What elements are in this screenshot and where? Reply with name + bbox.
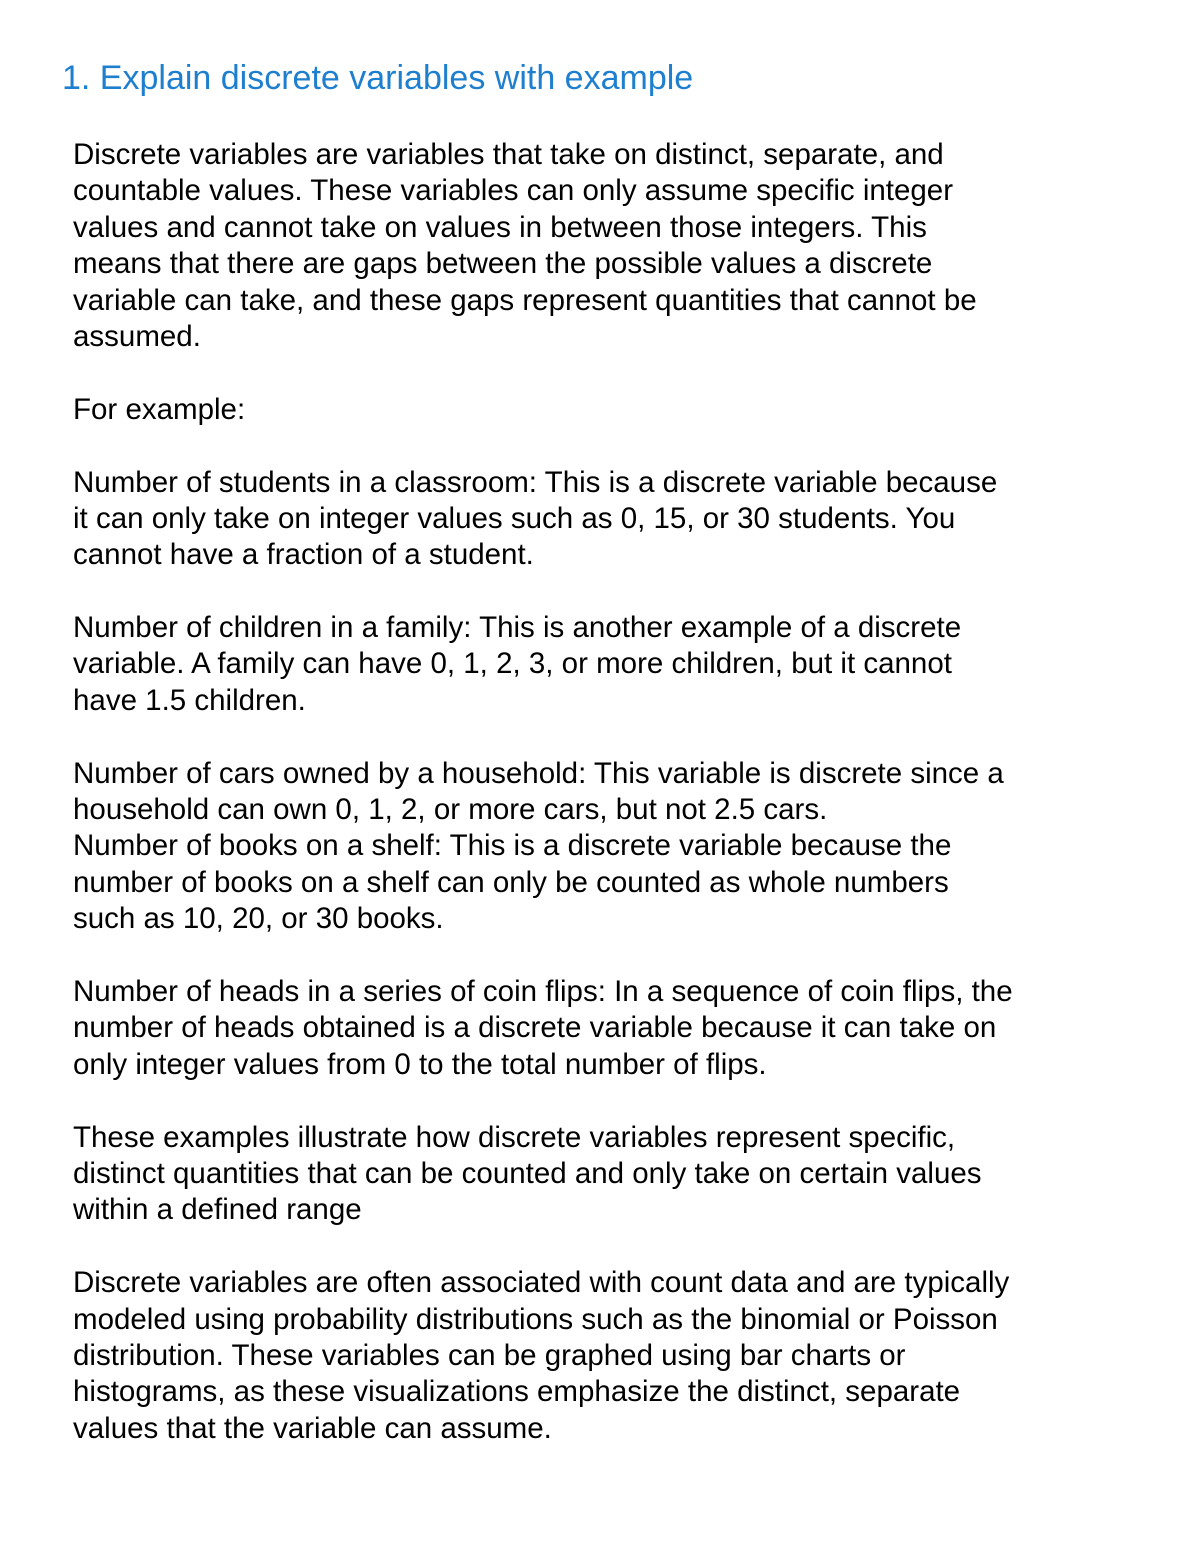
text-line: Discrete variables are often associated with count data and are typically [73,1266,1010,1300]
text-line: countable values. These variables can only assume specific integer [73,174,954,208]
text-line: histograms, as these visualizations emphasize the distinct, separate [73,1375,961,1409]
paragraph-definition [73,137,1153,355]
text-line: Number of books on a shelf: This is a discrete variable because the [73,829,952,863]
paragraph-example-children [73,610,1153,719]
text-line: Number of students in a classroom: This is a discrete variable because [73,465,998,499]
answer-body [73,137,1153,1447]
text-line: Number of heads in a series of coin flips: In a sequence of coin flips, the [73,974,1013,1008]
text-line: values and cannot take on values in between those integers. This [73,210,927,244]
text-line: household can own 0, 1, 2, or more cars, but not 2.5 cars. [73,793,828,827]
text-line: means that there are gaps between the possible values a discrete [73,247,933,281]
text-line: values that the variable can assume. [73,1411,552,1445]
paragraph-example-cars [73,756,1153,829]
text-line: distinct quantities that can be counted and only take on certain values [73,1156,982,1190]
paragraph-summary [73,1120,1153,1229]
text-line: number of heads obtained is a discrete variable because it can take on [73,1011,997,1045]
text-line: Number of cars owned by a household: This variable is discrete since a [73,756,1004,790]
text-line: variable can take, and these gaps represent quantities that cannot be [73,283,977,317]
text-line: For example: [73,392,246,426]
text-line: assumed. [73,319,201,353]
paragraph-example-coins [73,974,1153,1083]
text-line: within a defined range [73,1193,362,1227]
question-heading: 1. Explain discrete variables with example [62,59,694,97]
text-line: Discrete variables are variables that take on distinct, separate, and [73,138,944,171]
text-line: number of books on a shelf can only be counted as whole numbers [73,865,949,899]
text-line: distribution. These variables can be graphed using bar charts or [73,1338,906,1372]
text-line: only integer values from 0 to the total number of flips. [73,1047,767,1081]
paragraph-distributions [73,1265,1153,1447]
text-line: it can only take on integer values such as 0, 15, or 30 students. You [73,501,956,535]
text-line: Number of children in a family: This is another example of a discrete [73,611,962,645]
paragraph-example-students [73,465,1153,574]
paragraph-for-example [73,392,1153,428]
text-line: such as 10, 20, or 30 books. [73,902,444,936]
text-line: variable. A family can have 0, 1, 2, 3, or more children, but it cannot [73,647,952,681]
text-line: cannot have a fraction of a student. [73,538,534,572]
paragraph-example-books [73,828,1153,937]
text-line: have 1.5 children. [73,683,306,717]
text-line: These examples illustrate how discrete variables represent specific, [73,1120,956,1154]
text-line: modeled using probability distributions such as the binomial or Poisson [73,1302,998,1336]
